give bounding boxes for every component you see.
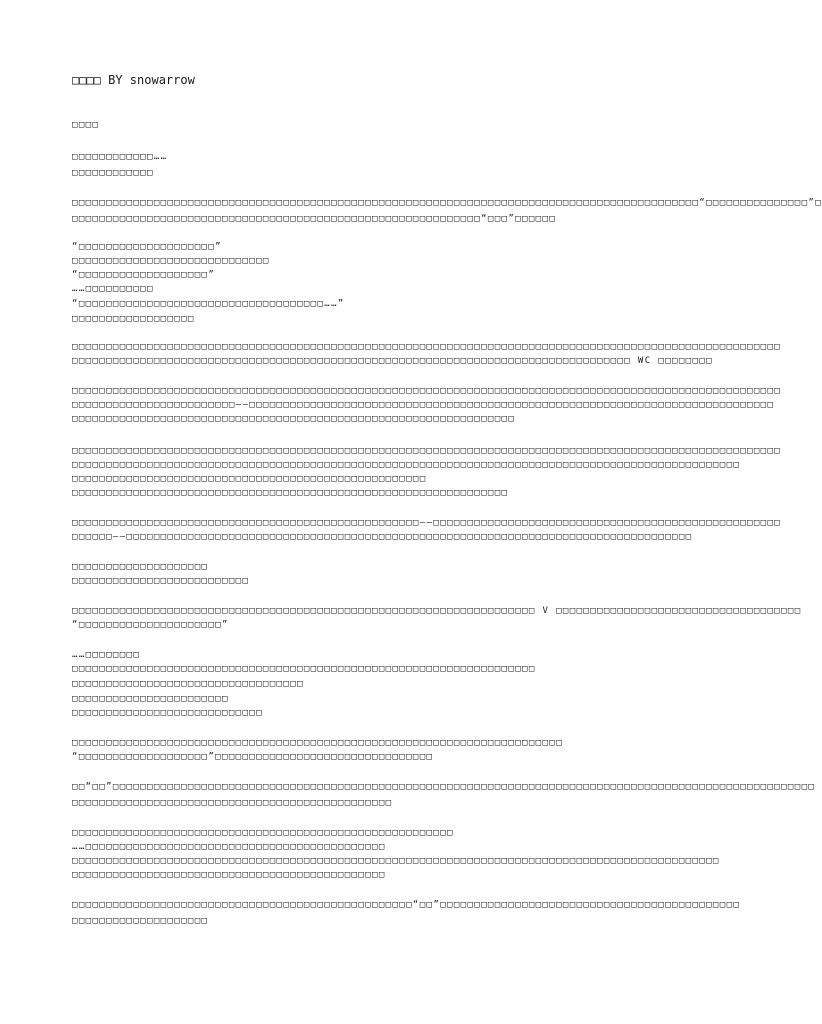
text-line: □□□□□□□□□□□□□□□□□□□□ bbox=[72, 562, 209, 572]
text-line: □□□□□□□□□□□□□□□□□□□□□□□□□□□□□□□□□□□□□□□□□□□□□□□□□□□□□□□□□□□□“□□□”□□□□□□ bbox=[72, 214, 557, 224]
text-line: □□□□□□□□□□□□□□□□□□□□□□□□□□□□□□□□□□□□□□□□□□□□□□□□□□□□ bbox=[72, 474, 427, 484]
document-title: □□□□ BY snowarrow bbox=[72, 73, 195, 87]
text-line: □□□□□□——□□□□□□□□□□□□□□□□□□□□□□□□□□□□□□□□□□□□□□□□□□□□□□□□□□□□□□□□□□□□□□□□□□□□□□□□□□□□□□□□□□□ bbox=[72, 532, 693, 542]
chapter-heading: □□□□ bbox=[72, 120, 100, 130]
text-line: □□“□□”□□□□□□□□□□□□□□□□□□□□□□□□□□□□□□□□□□□□□□□□□□□□□□□□□□□□□□□□□□□□□□□□□□□□□□□□□□□□□□□□□□□□□□□□□□□□□□□□□□□□□□□ bbox=[72, 782, 816, 792]
text-line: □□□□□□□□□□□□□□□□□□□□□□□□□□□□□□□□□□□□□□□□□□□□□□□□□□□□□□□□□□□□□□□□□□□□□□□□□□□□□□□□□□□□□□□□□□□□□□□□□□□□□□□□ bbox=[72, 386, 782, 396]
text-line: ……□□□□□□□□ bbox=[72, 650, 141, 660]
text-line: □□□□□□□□□□□□□□□□□□□□□□□□□□□□□□□□□□ bbox=[72, 679, 304, 689]
text-line: □□□□□□□□□□□□□□□□□□□□□□□□□□□□□□□□□□□□□□□□□□□□□□□□□□□□□□□□□□□□□□□□□□□□□□□□□□□□□□□□□□□□□□□□□□□□□□□□□□□□□□□□ bbox=[72, 342, 782, 352]
text-line: □□□□□□□□□□□□□□□□□□□□□□□□□□□□□□□□□□□□□□□□□□□□□□□ bbox=[72, 798, 393, 808]
text-line: □□□□□□□□□□□□□□□□□□□□□□□□□□□□□□□□□□□□□□□□□□□□□□□□□□□□□□□□□□□□□□□□□□□□□□□□□□□□□□□□□□ WC □□□□□□□□ bbox=[72, 356, 713, 366]
text-line: □□□□□□□□□□□□□□□□□□□□□□□□□□□□□□□□□□□□□□□□□□□□□□□□□□□□□□□□□□□□□□□□□□□□ bbox=[72, 664, 536, 674]
text-line: “□□□□□□□□□□□□□□□□□□□□□□□□□□□□□□□□□□□□……” bbox=[72, 299, 345, 309]
text-line: □□□□□□□□□□□□□□□□□□□□□□□□□□□□□□□□□□□□□□□□□□□□□□□□□□□——□□□□□□□□□□□□□□□□□□□□□□□□□□□□□□□□□□□□□□□□□□□□□□□□□□□ bbox=[72, 518, 782, 528]
text-line: □□□□□□□□□□□□□□□□□□□□□□□□□□□□□□□□□□□□□□□□□□□□□□□□□□□□□□□□□□□□□□□□□□□□□□□□□□□□□□□□□□□□□□□□□□□□“□□□□□□□□□□□□□□□”□ bbox=[72, 198, 822, 208]
text-line: □□□□□□□□□□□□□□□□□□□□□□□□——□□□□□□□□□□□□□□□□□□□□□□□□□□□□□□□□□□□□□□□□□□□□□□□□□□□□□□□□□□□□□□□□□□□□□□□□□□□□□ bbox=[72, 400, 775, 410]
text-line: □□□□□□□□□□□□□□□□□□□□□□□□□□□□□ bbox=[72, 256, 270, 266]
text-line: ……□□□□□□□□□□□□□□□□□□□□□□□□□□□□□□□□□□□□□□□□□□□□ bbox=[72, 842, 386, 852]
text-line: □□□□□□□□□□□□□□□□□□□□□□□□□□ bbox=[72, 576, 250, 586]
text-line: □□□□□□□□□□□□□□□□□□□□□□□□□□□□□□□□□□□□□□□□□□□□□□□□□□□□□□□□ bbox=[72, 828, 454, 838]
text-line: □□□□□□□□□□□□□□□□□□□□□□□□□□□□□□□□□□□□□□□□□□□□□□□□□□□□□□□□□□□□□□□□□□□□□□□□ bbox=[72, 738, 563, 748]
text-line: □□□□□□□□□□□□□□□□□□□□□□□□□□□□□□□□□□□□□□□□□□□□□□□□□□“□□”□□□□□□□□□□□□□□□□□□□□□□□□□□□□□□□□□□□□□□□□□□□□ bbox=[72, 900, 741, 910]
text-line: “□□□□□□□□□□□□□□□□□□□” bbox=[72, 270, 216, 280]
text-line: “□□□□□□□□□□□□□□□□□□□”□□□□□□□□□□□□□□□□□□□□□□□□□□□□□□□□ bbox=[72, 752, 434, 762]
text-line: □□□□□□□□□□□□ bbox=[72, 168, 154, 178]
text-line: □□□□□□□□□□□□□□□□□□ bbox=[72, 314, 195, 324]
text-line: □□□□□□□□□□□□□□□□□□□□□□□ bbox=[72, 694, 229, 704]
text-line: □□□□□□□□□□□□□□□□□□□□ bbox=[72, 916, 209, 926]
text-line: □□□□□□□□□□□□□□□□□□□□□□□□□□□□□□□□□□□□□□□□□□□□□□□□□□□□□□□□□□□□□□□□□□□□ V □□□□□□□□□□□□□□□□□□□□□□□□□□□□□□□□□□□□ bbox=[72, 606, 802, 616]
text-line: “□□□□□□□□□□□□□□□□□□□□” bbox=[72, 242, 223, 252]
text-line: “□□□□□□□□□□□□□□□□□□□□□” bbox=[72, 620, 229, 630]
text-line: □□□□□□□□□□□□□□□□□□□□□□□□□□□□□□□□□□□□□□□□□□□□□□□□□□□□□□□□□□□□□□□□□ bbox=[72, 414, 516, 424]
text-line: □□□□□□□□□□□□□□□□□□□□□□□□□□□□□□□□□□□□□□□□□□□□□□□□□□□□□□□□□□□□□□□□□□□□□□□□□□□□□□□□□□□□□□□□□□□□□□□ bbox=[72, 856, 720, 866]
text-line: ……□□□□□□□□□□ bbox=[72, 284, 154, 294]
text-line: □□□□□□□□□□□□□□□□□□□□□□□□□□□□□□□□□□□□□□□□□□□□□□□□□□□□□□□□□□□□□□□□ bbox=[72, 488, 509, 498]
text-line: □□□□□□□□□□□□□□□□□□□□□□□□□□□□□□□□□□□□□□□□□□□□□□□□□□□□□□□□□□□□□□□□□□□□□□□□□□□□□□□□□□□□□□□□□□□□□□□□□□ bbox=[72, 460, 741, 470]
text-line: □□□□□□□□□□□□□□□□□□□□□□□□□□□□ bbox=[72, 708, 263, 718]
text-line: □□□□□□□□□□□□□□□□□□□□□□□□□□□□□□□□□□□□□□□□□□□□□□□□□□□□□□□□□□□□□□□□□□□□□□□□□□□□□□□□□□□□□□□□□□□□□□□□□□□□□□□□ bbox=[72, 446, 782, 456]
text-line: □□□□□□□□□□□□□□□□□□□□□□□□□□□□□□□□□□□□□□□□□□□□□□ bbox=[72, 870, 386, 880]
text-line: □□□□□□□□□□□□…… bbox=[72, 152, 168, 162]
